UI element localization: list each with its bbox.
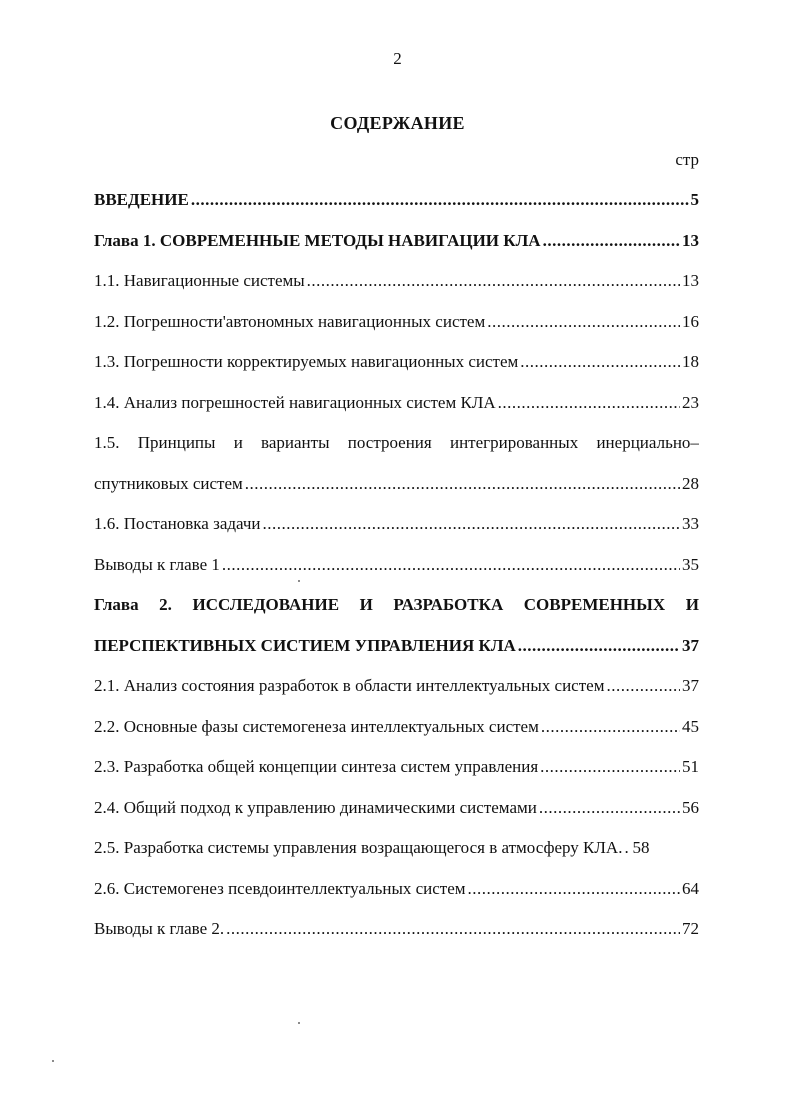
toc-entry-conclusions-1[interactable] — [94, 555, 699, 596]
toc-entry-2-2[interactable] — [94, 717, 699, 758]
toc-entry-2-3[interactable] — [94, 757, 699, 798]
toc-entry-1-2[interactable] — [94, 312, 699, 353]
toc-word: Принципы — [137, 433, 216, 452]
toc-word: СОВРЕМЕННЫХ — [523, 595, 666, 614]
page-column-label: стр — [675, 150, 699, 169]
toc-entry-title: ВВЕДЕНИЕ — [94, 190, 189, 209]
toc-entry-introduction[interactable] — [94, 190, 699, 231]
toc-entry-title: 2.6. Системогенез псевдоинтеллектуальных систем — [94, 878, 466, 898]
toc-word: И — [359, 595, 373, 614]
dot-leader — [307, 271, 680, 291]
toc-entry-page: 13 — [682, 271, 699, 290]
toc-entry-1-5-line-2[interactable] — [94, 474, 699, 515]
page-number: 2 — [393, 49, 402, 68]
toc-entry-2-4[interactable] — [94, 798, 699, 839]
dot-leader — [541, 717, 680, 737]
toc-entry-title: ПЕРСПЕКТИВНЫХ СИСТИЕМ УПРАВЛЕНИЯ КЛА — [94, 635, 516, 655]
toc-entry-1-5-line-1[interactable] — [94, 433, 699, 474]
dot-leader — [520, 352, 680, 372]
toc-entry-conclusions-2[interactable] — [94, 919, 699, 960]
toc-entry-title: спутниковых систем — [94, 473, 243, 493]
toc-entry-page: 45 — [682, 716, 699, 736]
dot-leader — [624, 838, 630, 858]
dot-leader — [606, 676, 680, 696]
toc-entry-page: 18 — [682, 352, 699, 371]
toc-entry-1-1[interactable] — [94, 271, 699, 312]
dot-leader — [191, 190, 689, 210]
dot-leader — [263, 514, 680, 534]
toc-entry-chapter-2-line-2[interactable] — [94, 636, 699, 677]
toc-entry-page: 16 — [682, 311, 699, 331]
toc-entry-2-1[interactable] — [94, 676, 699, 717]
dot-leader — [543, 231, 680, 251]
toc-word: И — [685, 595, 699, 614]
toc-entry-page: 64 — [682, 878, 699, 898]
dot-leader — [539, 798, 680, 818]
toc-word: варианты — [261, 433, 330, 452]
toc-entry-title: 2.2. Основные фазы системогенеза интеллектуальных систем — [94, 716, 539, 736]
toc-entry-page: 28 — [682, 473, 699, 493]
toc-entry-1-6[interactable] — [94, 514, 699, 555]
toc-entry-title: Выводы к главе 1 — [94, 554, 220, 574]
dot-leader — [226, 919, 680, 939]
toc-word: построения — [347, 433, 432, 452]
toc-entry-page: 13 — [682, 230, 699, 250]
toc-entry-page: 51 — [682, 757, 699, 776]
dot-leader — [540, 757, 680, 777]
scan-speck — [52, 1060, 54, 1062]
toc-entry-page: 58 — [632, 838, 650, 857]
toc-entry-page: 56 — [682, 797, 699, 817]
scan-speck — [298, 580, 300, 582]
toc-entry-page: 37 — [682, 635, 699, 655]
scan-speck — [298, 1022, 300, 1024]
dot-leader — [468, 879, 680, 899]
toc-entry-title: 2.1. Анализ состояния разработок в области интеллектуальных систем — [94, 676, 605, 695]
toc-entry-page: 5 — [690, 190, 699, 209]
toc-entry-title: 2.5. Разработка системы управления возращающегося в атмосферу КЛА. — [94, 838, 623, 857]
toc-entry-title: Выводы к главе 2. — [94, 919, 225, 938]
toc-word: интегрированных — [449, 433, 579, 452]
toc-entry-2-5[interactable] — [94, 838, 699, 879]
toc-entry-page: 37 — [682, 676, 699, 695]
toc-word: инерциально– — [596, 433, 699, 452]
toc-entry-1-4[interactable] — [94, 393, 699, 434]
toc-entry-chapter-1[interactable] — [94, 231, 699, 272]
toc-entry-title: 1.3. Погрешности корректируемых навигационных систем — [94, 352, 519, 371]
toc-entry-title: 1.4. Анализ погрешностей навигационных систем КЛА — [94, 392, 496, 412]
dot-leader — [498, 393, 680, 413]
toc-word: 2. — [159, 595, 172, 614]
page-title: СОДЕРЖАНИЕ — [330, 113, 465, 133]
table-of-contents — [94, 190, 699, 960]
toc-entry-page: 23 — [682, 392, 699, 412]
toc-entry-title: 2.4. Общий подход к управлению динамическими системами — [94, 797, 537, 817]
toc-entry-title: Глава 1. СОВРЕМЕННЫЕ МЕТОДЫ НАВИГАЦИИ КЛА — [94, 230, 541, 250]
toc-entry-title: 2.3. Разработка общей концепции синтеза систем управления — [94, 757, 539, 776]
toc-word: Глава — [94, 595, 139, 614]
dot-leader — [518, 636, 680, 656]
toc-entry-chapter-2-line-1[interactable] — [94, 595, 699, 636]
dot-leader — [487, 312, 680, 332]
toc-entry-title: 1.1. Навигационные системы — [94, 271, 305, 290]
toc-word: 1.5. — [94, 433, 120, 452]
toc-entry-title: 1.6. Постановка задачи — [94, 514, 261, 533]
dot-leader — [245, 474, 680, 494]
toc-entry-2-6[interactable] — [94, 879, 699, 920]
toc-word: ИССЛЕДОВАНИЕ — [192, 595, 340, 614]
toc-word: и — [233, 433, 243, 452]
toc-entry-page: 35 — [682, 554, 699, 574]
toc-word: РАЗРАБОТКА — [393, 595, 504, 614]
toc-entry-page: 33 — [682, 514, 699, 533]
dot-leader — [222, 555, 680, 575]
toc-entry-1-3[interactable] — [94, 352, 699, 393]
toc-entry-page: 72 — [682, 919, 699, 938]
toc-entry-title: 1.2. Погрешности'автономных навигационных систем — [94, 311, 486, 331]
